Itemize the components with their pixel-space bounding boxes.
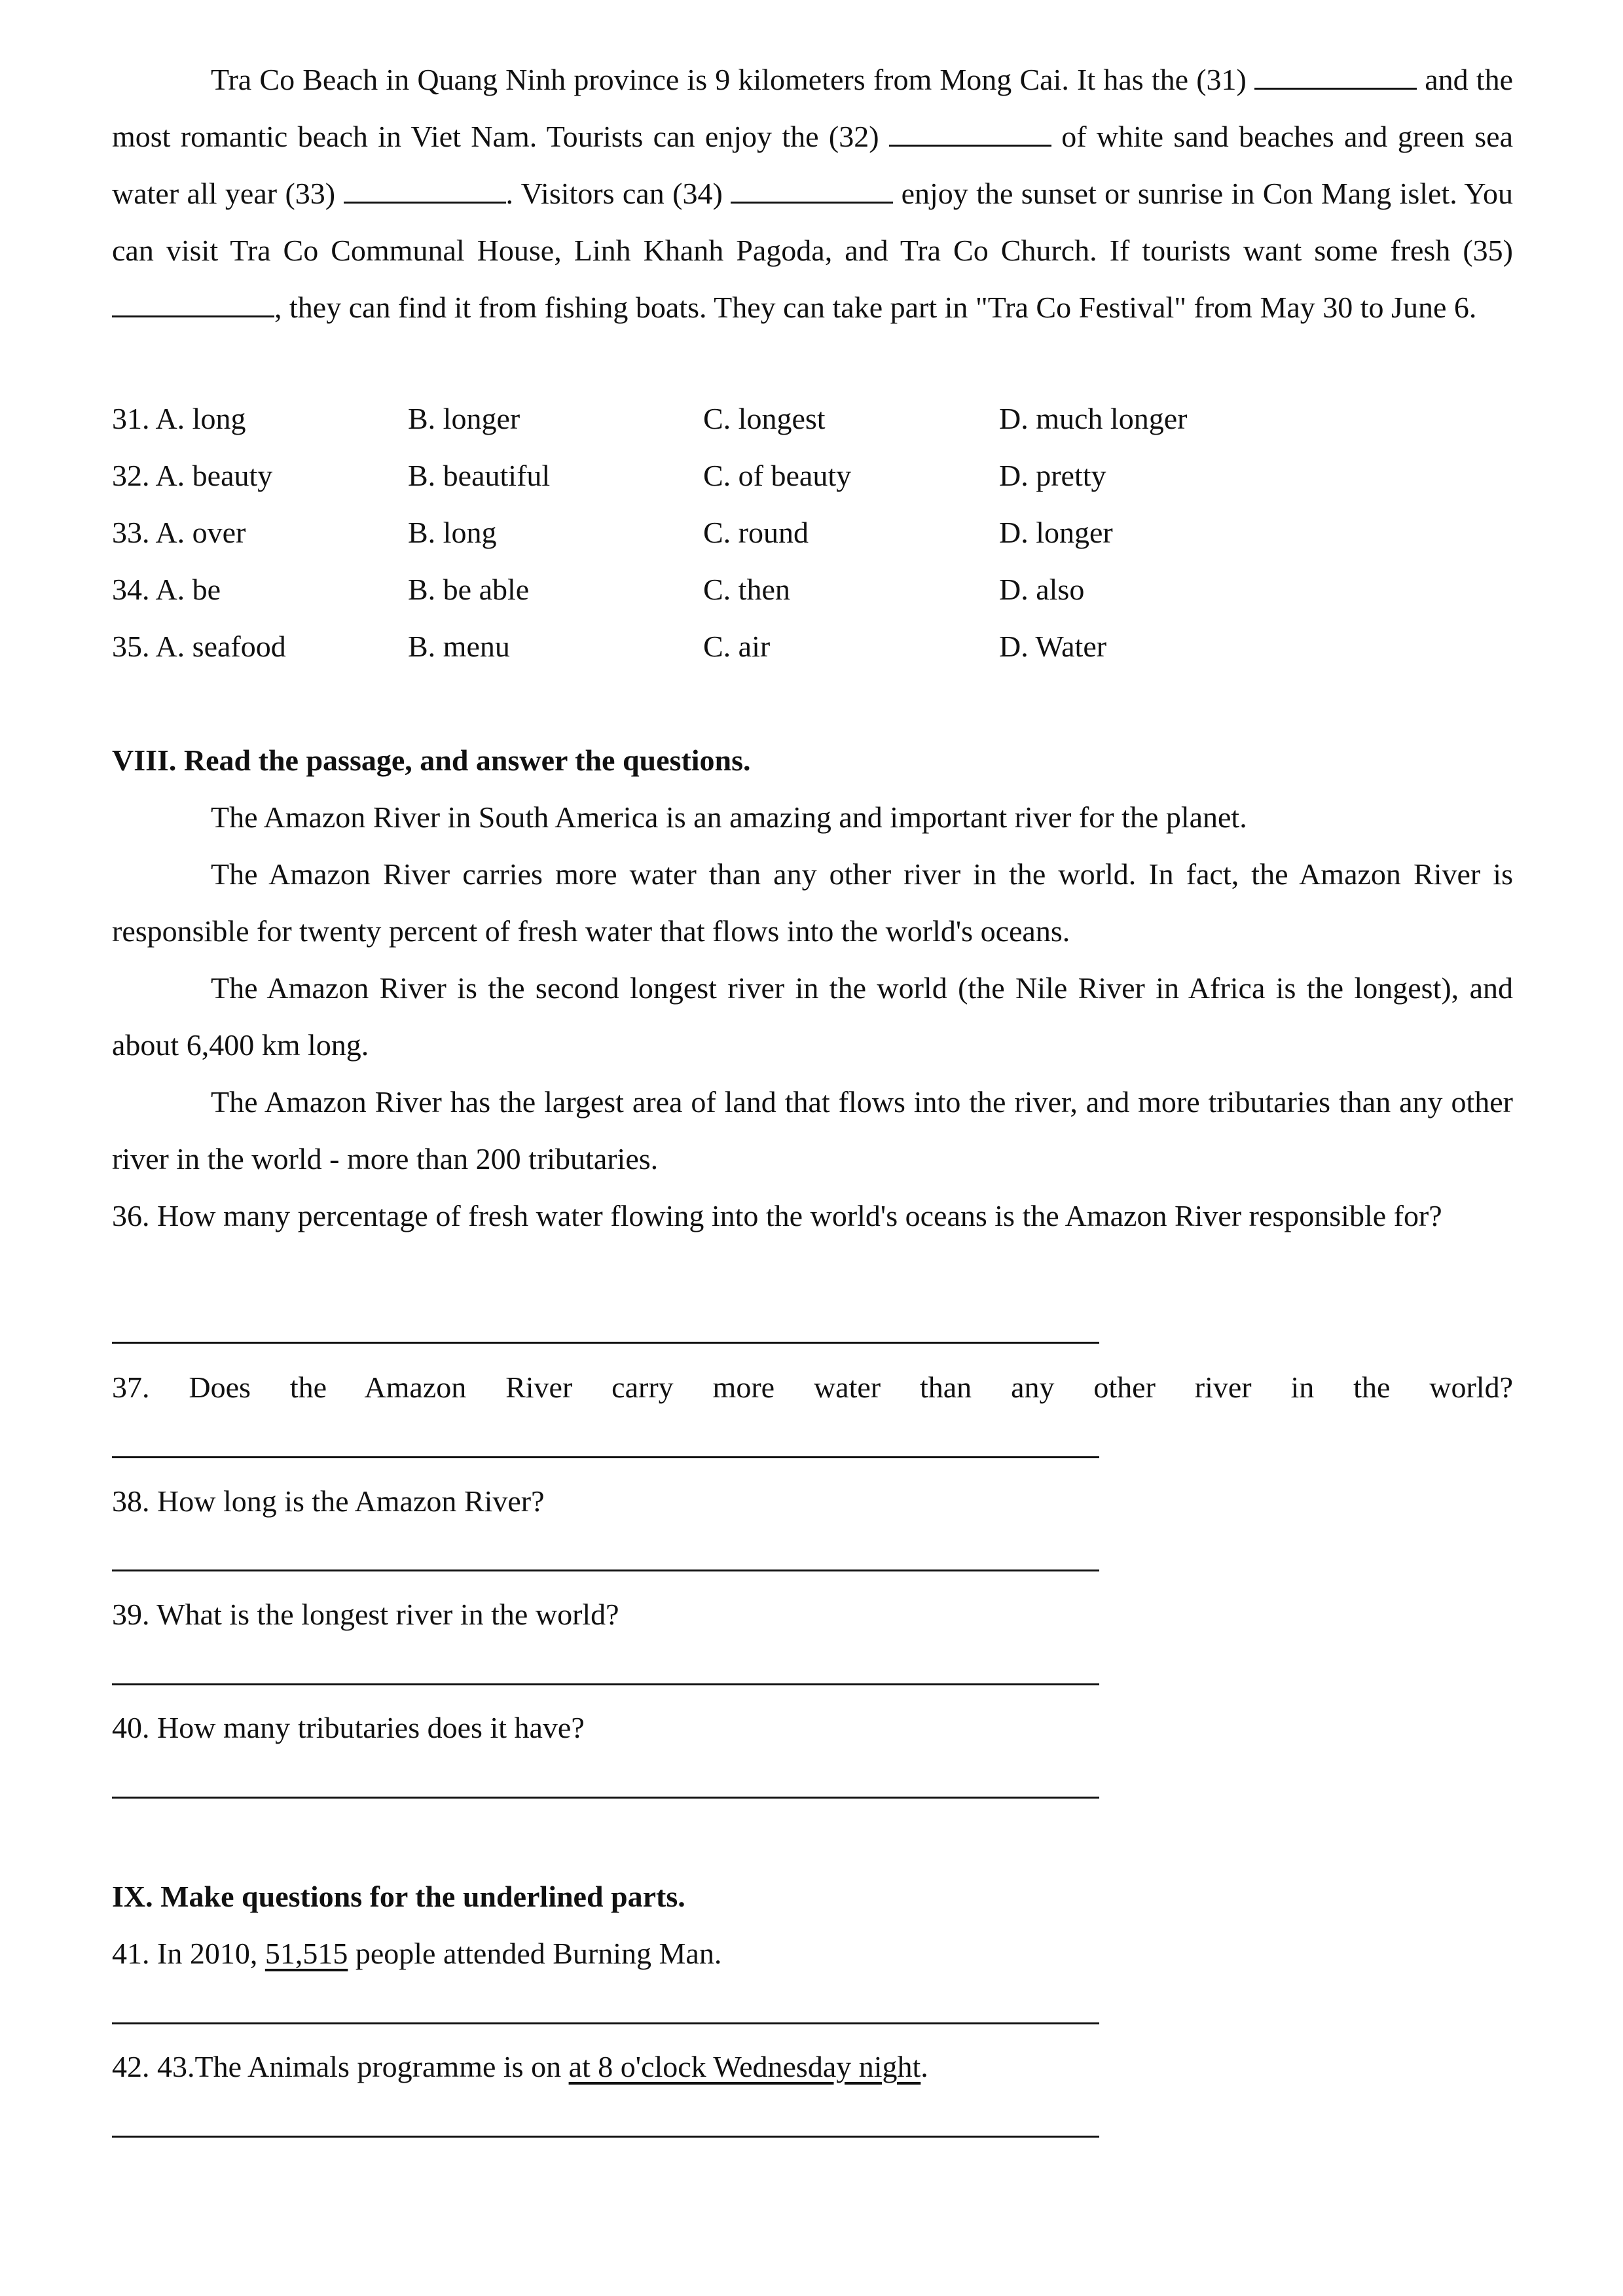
question-36: 36. How many percentage of fresh water flowing into the world's oceans is the Amazon River responsible for?	[112, 1199, 1442, 1232]
question-42-underlined: at 8 o'clock Wednesday night	[568, 2050, 921, 2083]
option-row-32	[112, 447, 1513, 504]
cloze-text-1: Tra Co Beach in Quang Ninh province is 9 kilometers from Mong Cai. It has the (31)	[211, 63, 1255, 96]
option-33-c[interactable]: C. round	[703, 516, 809, 549]
blank-35[interactable]	[112, 289, 274, 317]
blank-34[interactable]	[731, 175, 893, 204]
answer-line-41[interactable]	[112, 2022, 1099, 2024]
cloze-text-6: , they can find it from fishing boats. They can take part in "Tra Co Festival" from May 30 to June 6.	[274, 291, 1477, 324]
option-35-b[interactable]: B. menu	[408, 630, 510, 663]
answer-line-40[interactable]	[112, 1797, 1099, 1799]
cloze-text-2: and the most romantic beach in Viet Nam. Tourists can enjoy the (32)	[112, 63, 1513, 153]
answer-line-42[interactable]	[112, 2136, 1099, 2138]
cloze-passage	[112, 51, 1513, 336]
option-32-c[interactable]: C. of beauty	[703, 459, 852, 492]
option-31-c[interactable]: C. longest	[703, 402, 826, 435]
cloze-text-4: . Visitors can (34)	[505, 177, 731, 210]
cloze-paragraph	[112, 51, 1513, 336]
question-41-text-end: people attended Burning Man.	[348, 1937, 722, 1970]
answer-line-37[interactable]	[112, 1456, 1099, 1458]
option-33-a[interactable]: 33. A. over	[112, 516, 246, 549]
question-42-text-end: .	[921, 2050, 928, 2083]
option-32-d[interactable]: D. pretty	[999, 459, 1106, 492]
option-row-31	[112, 390, 1513, 447]
option-34-b[interactable]: B. be able	[408, 573, 530, 606]
question-38: 38. How long is the Amazon River?	[112, 1484, 545, 1518]
answer-line-36[interactable]	[112, 1342, 1099, 1344]
option-row-33	[112, 504, 1513, 561]
question-37: 37. Does the Amazon River carry more water than any other river in the world?	[112, 1371, 1513, 1404]
section-8-heading: VIII. Read the passage, and answer the questions.	[112, 744, 751, 777]
question-39: 39. What is the longest river in the world?	[112, 1598, 619, 1631]
question-41-underlined: 51,515	[264, 1937, 348, 1970]
option-31-d[interactable]: D. much longer	[999, 402, 1188, 435]
amazon-paragraph-4: The Amazon River has the largest area of land that flows into the river, and more tributaries than any other river in the world - more than 200 tributaries.	[112, 1085, 1513, 1175]
option-34-c[interactable]: C. then	[703, 573, 790, 606]
option-31-a[interactable]: 31. A. long	[112, 402, 246, 435]
option-32-a[interactable]: 32. A. beauty	[112, 459, 273, 492]
options-table	[112, 390, 1513, 675]
blank-31[interactable]	[1254, 62, 1417, 90]
option-35-c[interactable]: C. air	[703, 630, 771, 663]
answer-line-39[interactable]	[112, 1683, 1099, 1685]
question-41-text: 41. In 2010,	[112, 1937, 265, 1970]
section-9-heading: IX. Make questions for the underlined parts.	[112, 1880, 685, 1913]
amazon-paragraph-2: The Amazon River carries more water than any other river in the world. In fact, the Amazon River is responsible for twenty percent of fresh water that flows into the world's oceans.	[112, 857, 1513, 948]
option-34-d[interactable]: D. also	[999, 573, 1085, 606]
section-8	[112, 732, 1513, 1244]
question-42-text: 42. 43.The Animals programme is on	[112, 2050, 569, 2083]
option-31-b[interactable]: B. longer	[408, 402, 520, 435]
question-40: 40. How many tributaries does it have?	[112, 1711, 585, 1744]
option-35-a[interactable]: 35. A. seafood	[112, 630, 286, 663]
cloze-text-3: of white sand beaches and green sea water all year (33)	[112, 120, 1513, 210]
option-row-34	[112, 561, 1513, 618]
question-42	[112, 2038, 1513, 2095]
question-41	[112, 1925, 1513, 1982]
option-33-b[interactable]: B. long	[408, 516, 497, 549]
option-35-d[interactable]: D. Water	[999, 630, 1107, 663]
amazon-paragraph-1: The Amazon River in South America is an amazing and important river for the planet.	[211, 800, 1247, 834]
cloze-text-5: enjoy the sunset or sunrise in Con Mang islet. You can visit Tra Co Communal House, Linh Khanh Pagoda, and Tra Co Church. If tourists want some fresh (35)	[112, 177, 1514, 267]
option-row-35	[112, 618, 1513, 675]
option-34-a[interactable]: 34. A. be	[112, 573, 221, 606]
answer-line-38[interactable]	[112, 1570, 1099, 1571]
blank-32[interactable]	[889, 118, 1051, 147]
option-32-b[interactable]: B. beautiful	[408, 459, 551, 492]
option-33-d[interactable]: D. longer	[999, 516, 1113, 549]
blank-33[interactable]	[344, 175, 506, 204]
amazon-paragraph-3: The Amazon River is the second longest river in the world (the Nile River in Africa is the longest), and about 6,400 km long.	[112, 971, 1513, 1062]
